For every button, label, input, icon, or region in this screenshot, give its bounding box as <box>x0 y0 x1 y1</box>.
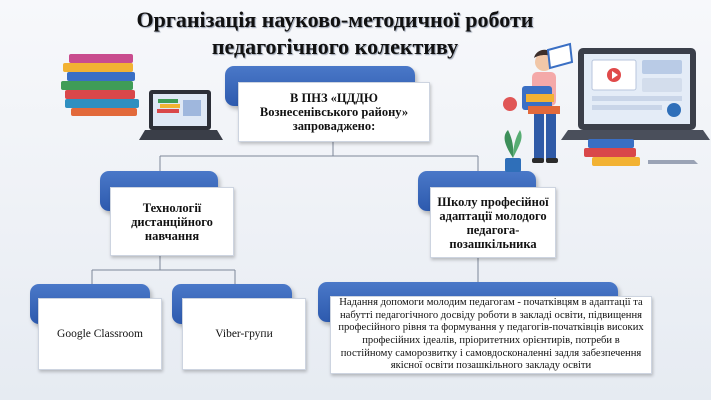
root-node-label: В ПНЗ «ЦДДЮ Вознесенівського району» запроваджено: <box>259 91 409 133</box>
viber-groups-node <box>182 298 306 370</box>
root-node <box>238 82 430 142</box>
viber-groups-label: Viber-групи <box>215 327 273 340</box>
google-classroom-label: Google Classroom <box>57 327 143 340</box>
student-laptop-illustration <box>498 40 710 180</box>
adaptation-school-node <box>430 187 556 258</box>
distance-learning-label: Технології дистанційного навчання <box>131 200 213 243</box>
google-classroom-node <box>38 298 162 370</box>
distance-learning-node <box>110 187 234 256</box>
title-line-1: Організація науково-методичної роботи <box>136 7 534 32</box>
title-line-2: педагогічного колективу <box>211 34 459 59</box>
books-laptop-illustration <box>55 38 230 153</box>
adaptation-school-label: Школу професійної адаптації молодого педагога-позашкільника <box>437 194 549 251</box>
support-description-label: Надання допомоги молодим педагогам - початківцям в адаптації та набутті педагогічного досвіду роботи в закладі освіти, підвищення професійного рівня та формування у педагогів-початківців високих професійних ідеалів, пріоритетних орієнтирів, потреби в постійному саморозвитку і самовдосконаленні задля забезпечення якісної освіти позашкільного закладу освіти <box>338 297 644 372</box>
support-description-node <box>330 296 652 374</box>
